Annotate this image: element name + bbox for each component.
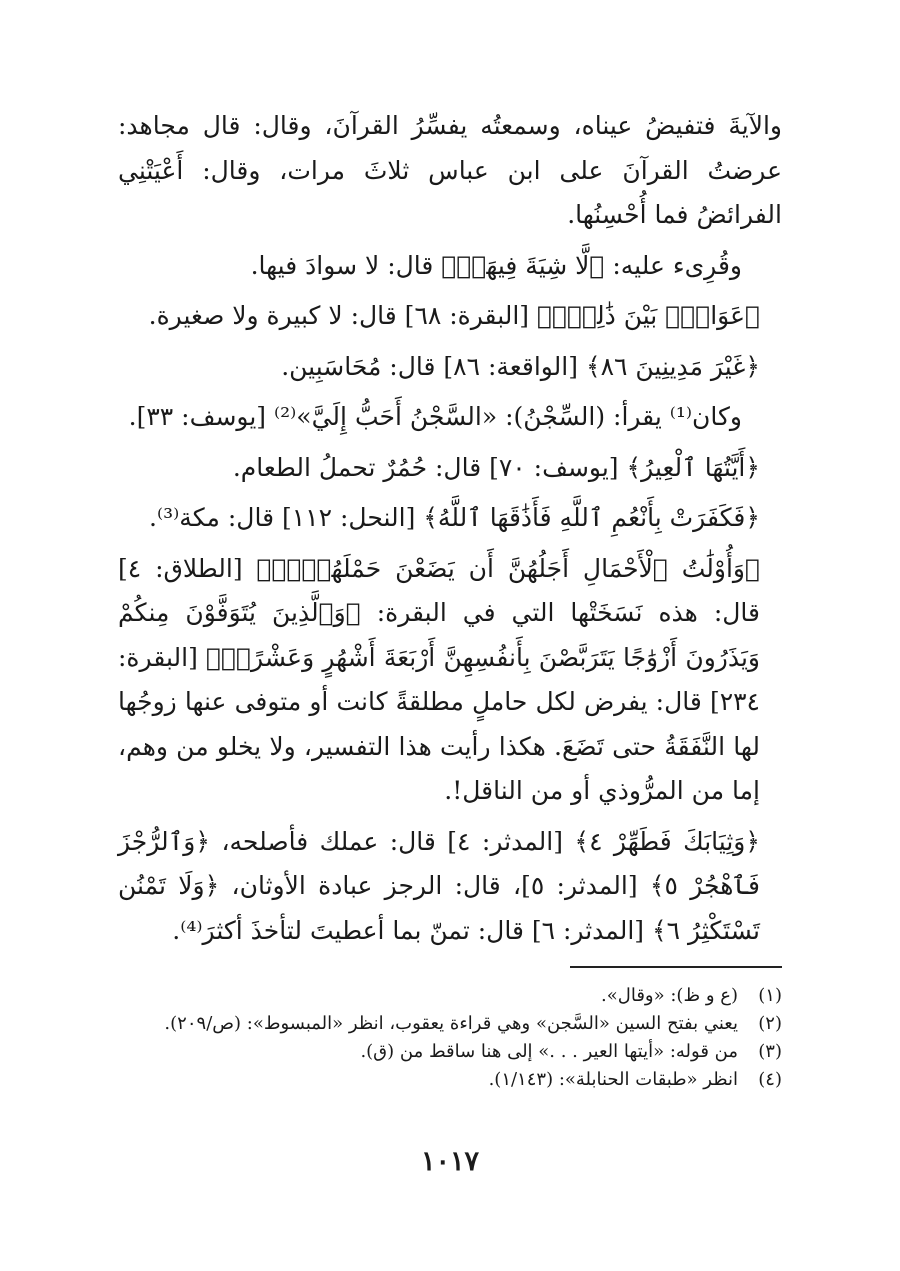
page-number: ١٠١٧ — [420, 1146, 479, 1177]
footnote-3 — [118, 1038, 782, 1066]
paragraph-3: ﴿عَوَانُۢ بَيْنَ ذَٰلِكَۖ﴾ [البقرة: ٦٨] قال: لا كبيرة ولا صغيرة. — [148, 301, 760, 330]
paragraph-6: ﴿أَيَّتُهَا ٱلْعِيرُ﴾ [يوسف: ٧٠] قال: حُمُرٌ تحملُ الطعام. — [232, 452, 760, 482]
paragraph-7: ﴿فَكَفَرَتْ بِأَنْعُمِ ٱللَّهِ فَأَذَٰقَهَا ٱللَّهُ﴾ [النحل: ١١٢] قال: مكة⁽³⁾. — [149, 503, 760, 532]
footnote-text: انظر «طبقات الحنابلة»: (١/١٤٣). — [488, 1069, 738, 1090]
footnote-number: (٢) — [758, 1013, 782, 1034]
footnotes — [118, 982, 782, 1094]
footnote-1 — [118, 982, 782, 1010]
paragraph-5: وكان⁽¹⁾ يقرأ: (السِّجْنُ): «السَّجْنُ أَحَبُّ إِلَيَّ»⁽²⁾ [يوسف: ٣٣]. — [128, 402, 742, 431]
paragraph-4: ﴿غَيْرَ مَدِينِينَ ٨٦﴾ [الواقعة: ٨٦] قال: مُحَاسَبِين. — [281, 351, 760, 381]
footnote-number: (٤) — [758, 1069, 782, 1090]
footnote-2 — [118, 1010, 782, 1038]
footnote-text: يعني بفتح السين «السَّجن» وهي قراءة يعقوب، انظر «المبسوط»: (ص/٢٠٩). — [164, 1013, 738, 1034]
footnote-number: (١) — [758, 985, 782, 1006]
footnote-4 — [118, 1066, 782, 1094]
paragraph-8: ﴿وَأُوْلَٰتُ ٱلْأَحْمَالِ أَجَلُهُنَّ أَن يَضَعْنَ حَمْلَهُنَّۚ﴾ [الطلاق: ٤] قال: هذه نَسَخَتْها التي في البقرة: ﴿وَٱلَّذِينَ يُتَوَفَّوْنَ مِنكُمْ وَيَذَرُونَ أَزْوَٰجًا يَتَرَبَّصْنَ بِأَنفُسِهِنَّ أَرْبَعَةَ أَشْهُرٍ وَعَشْرًاۖ﴾ [البقرة: ٢٣٤] قال: يفرض لكل حاملٍ مطلقةً كانت أو متوفى عنها زوجُها لها النَّفَقَةُ حتى تَضَعَ. هكذا رأيت هذا التفسير، ولا يخلو من وهم، إما من المرُّوذي أو من الناقل!. — [118, 553, 760, 805]
footnote-separator — [570, 966, 782, 968]
footnote-text: من قوله: «أيتها العير . . .» إلى هنا ساقط من (ق). — [360, 1041, 738, 1062]
footnote-number: (٣) — [758, 1041, 782, 1062]
paragraph-2: وقُرِىء عليه: ﴿لَّا شِيَةَ فِيهَاۚ﴾ قال: لا سوادَ فيها. — [250, 250, 742, 280]
main-text — [118, 104, 782, 959]
paragraph-9: ﴿وَثِيَابَكَ فَطَهِّرْ ٤﴾ [المدثر: ٤] قال: عملك فأصلحه، ﴿وَٱلرُّجْزَ فَٱهْجُرْ ٥﴾ [المدثر: ٥]، قال: الرجز عبادة الأوثان، ﴿وَلَا تَمْنُن تَسْتَكْثِرُ ٦﴾ [المدثر: ٦] قال: تمنّ بما أعطيتَ لتأخذَ أكثرَ⁽⁴⁾. — [118, 826, 760, 945]
footnote-text: (ع و ظ): «وقال». — [601, 985, 738, 1006]
paragraph-1: والآيةَ فتفيضُ عيناه، وسمعتُه يفسِّرُ القرآنَ، وقال: قال مجاهد: عرضتُ القرآنَ على ابن عباس ثلاثَ مرات، وقال: أَعْيَتْنِي الفرائضُ فما أُحْسِنُها. — [118, 111, 782, 229]
